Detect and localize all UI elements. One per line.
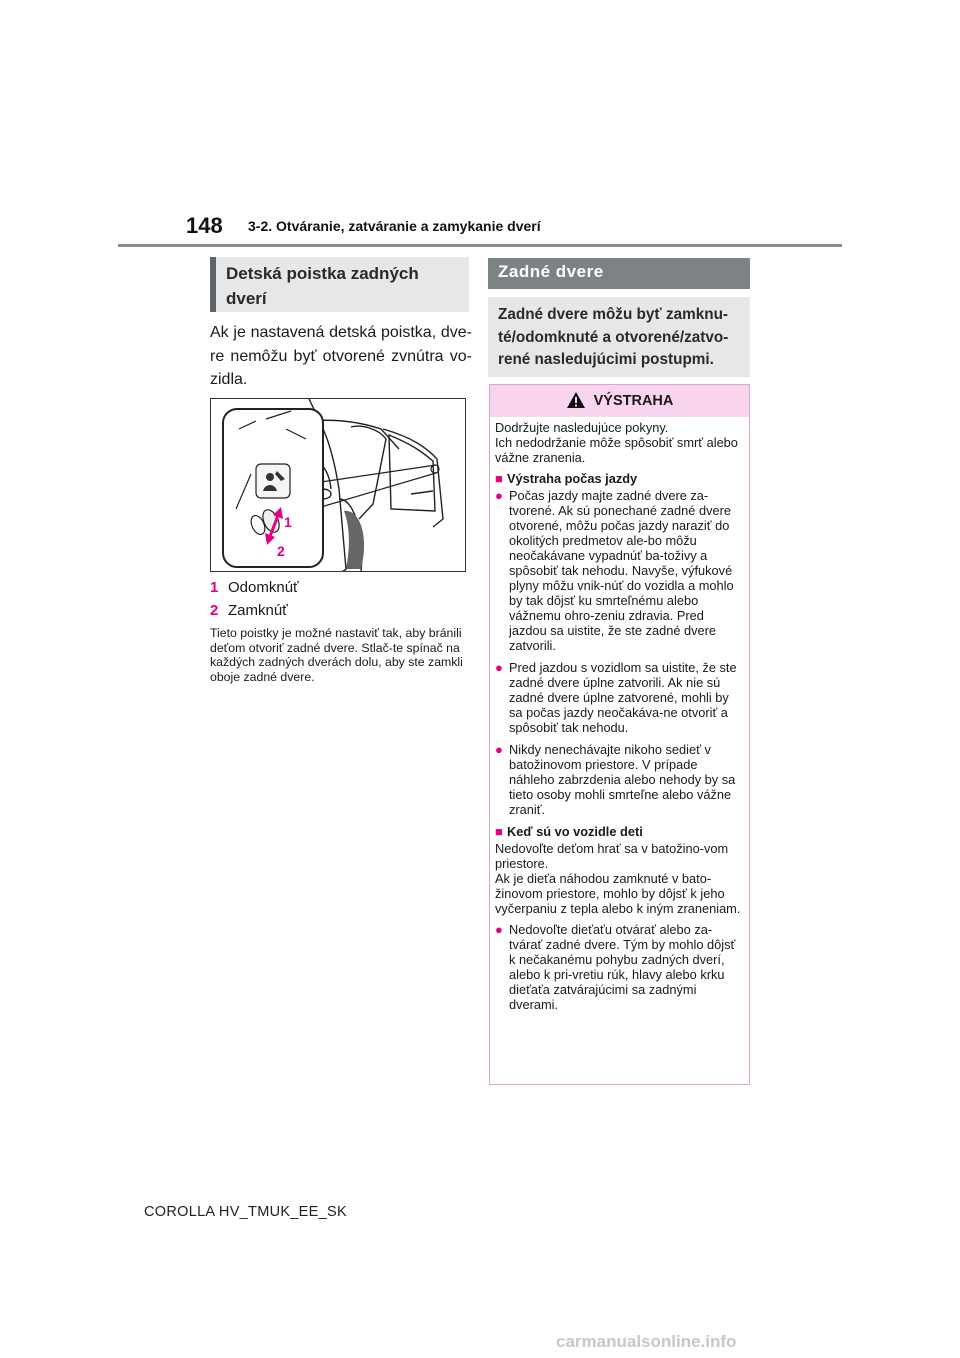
children-line: Ak je dieťa náhodou zamknuté v bato-žinovom priestore, mohlo by dôjsť k jeho vyčerpaniu z tepla alebo k iným zraneniam. [495,871,741,916]
subheading-driving [495,471,745,486]
warning-bullet [495,742,745,817]
step-text: Zamknúť [228,602,288,619]
child-lock-note: Tieto poistky je možné nastaviť tak, aby bránili deťom otvoriť zadné dvere. Stlač-te spínač na každých zadných dverách dolu, aby ste zamkli oboje zadné dvere. [210,626,463,684]
square-bullet-icon: ■ [495,471,503,486]
circle-bullet-icon: ● [495,922,503,937]
warning-bullet [495,488,745,653]
watermark: carmanualsonline.info [556,1332,737,1351]
rear-door-intro: Zadné dvere môžu byť zamknu-té/odomknuté a otvorené/zatvo-rené nasledujúcimi postupmi. [488,297,750,377]
step-unlock [210,579,299,596]
step-number: 2 [210,602,219,619]
illustration-label-2: 2 [277,543,285,559]
footer-model-code: COROLLA HV_TMUK_EE_SK [144,1204,347,1220]
warning-intro-line: Dodržujte nasledujúce pokyny. [495,420,669,435]
bullet-text: Nikdy nenechávajte nikoho sedieť v batožinovom priestore. V prípade náhleho zabrzdenia alebo nehody by sa tieto osoby mohli smrteľne alebo vážne zraniť. [509,742,736,817]
warning-body [495,420,745,1019]
circle-bullet-icon: ● [495,488,503,503]
warning-bullet [495,922,745,1012]
bullet-text: Nedovoľte dieťaťu otvárať alebo za-tvárať zadné dvere. Tým by mohlo dôjsť k nečakanému pohybu zadných dverí, alebo k pri-vretiu rúk, hlavy alebo krku dieťaťa zatvárajúcimi sa zadnými dverami. [509,922,736,1012]
section-title: 3-2. Otváranie, zatváranie a zamykanie dverí [248,218,541,234]
child-lock-intro: Ak je nastavená detská poistka, dve-re nemôžu byť otvorené zvnútra vo-zidla. [210,324,472,388]
circle-bullet-icon: ● [495,660,503,675]
illustration-label-1: 1 [284,514,292,530]
children-line: Nedovoľte deťom hrať sa v batožino-vom priestore. [495,841,729,871]
circle-bullet-icon: ● [495,742,503,757]
subheading-text: Výstraha počas jazdy [507,471,638,486]
rear-door-heading: Zadné dvere [488,258,750,289]
step-text: Odomknúť [228,579,299,596]
bullet-text: Pred jazdou s vozidlom sa uistite, že ste zadné dvere úplne zatvorili. Ak nie sú zadné dvere úplne zatvorené, mohli by sa počas jazdy neočakáva-ne otvoriť a spôsobiť tak nehodu. [509,660,737,735]
child-lock-illustration [210,398,466,572]
bullet-text: Počas jazdy majte zadné dvere za-tvorené. Ak sú ponechané zadné dvere otvorené, môžu počas jazdy naraziť do okolitých predmetov ale-bo môžu neočakávane vypadnúť ba-toživy a spôsobiť tak nehodu. Navyše, výfukové plyny môžu vnik-núť do vozidla a mohlo by tak dôjsť ku smrteľnému alebo vážnemu ohro-zeniu zdravia. Pred jazdou sa uistite, že ste zadné dvere zatvorili. [509,488,734,653]
warning-box [489,384,750,1085]
warning-title: VÝSTRAHA [593,393,674,409]
warning-header [490,385,749,417]
child-lock-heading: Detská poistka zadných dverí [210,257,469,312]
subheading-children [495,824,745,839]
warning-intro-line: Ich nedodržanie môže spôsobiť smrť alebo vážne zranenia. [495,435,738,465]
warning-bullet [495,660,745,735]
step-lock [210,602,288,619]
children-paragraph [495,841,745,916]
subheading-text: Keď sú vo vozidle deti [507,824,643,839]
step-number: 1 [210,579,219,596]
warning-triangle-icon [566,391,586,409]
warning-intro [495,420,745,465]
square-bullet-icon: ■ [495,824,503,839]
rear-door-drawing [211,399,466,572]
page-number: 148 [186,213,223,238]
header-divider [118,244,842,247]
